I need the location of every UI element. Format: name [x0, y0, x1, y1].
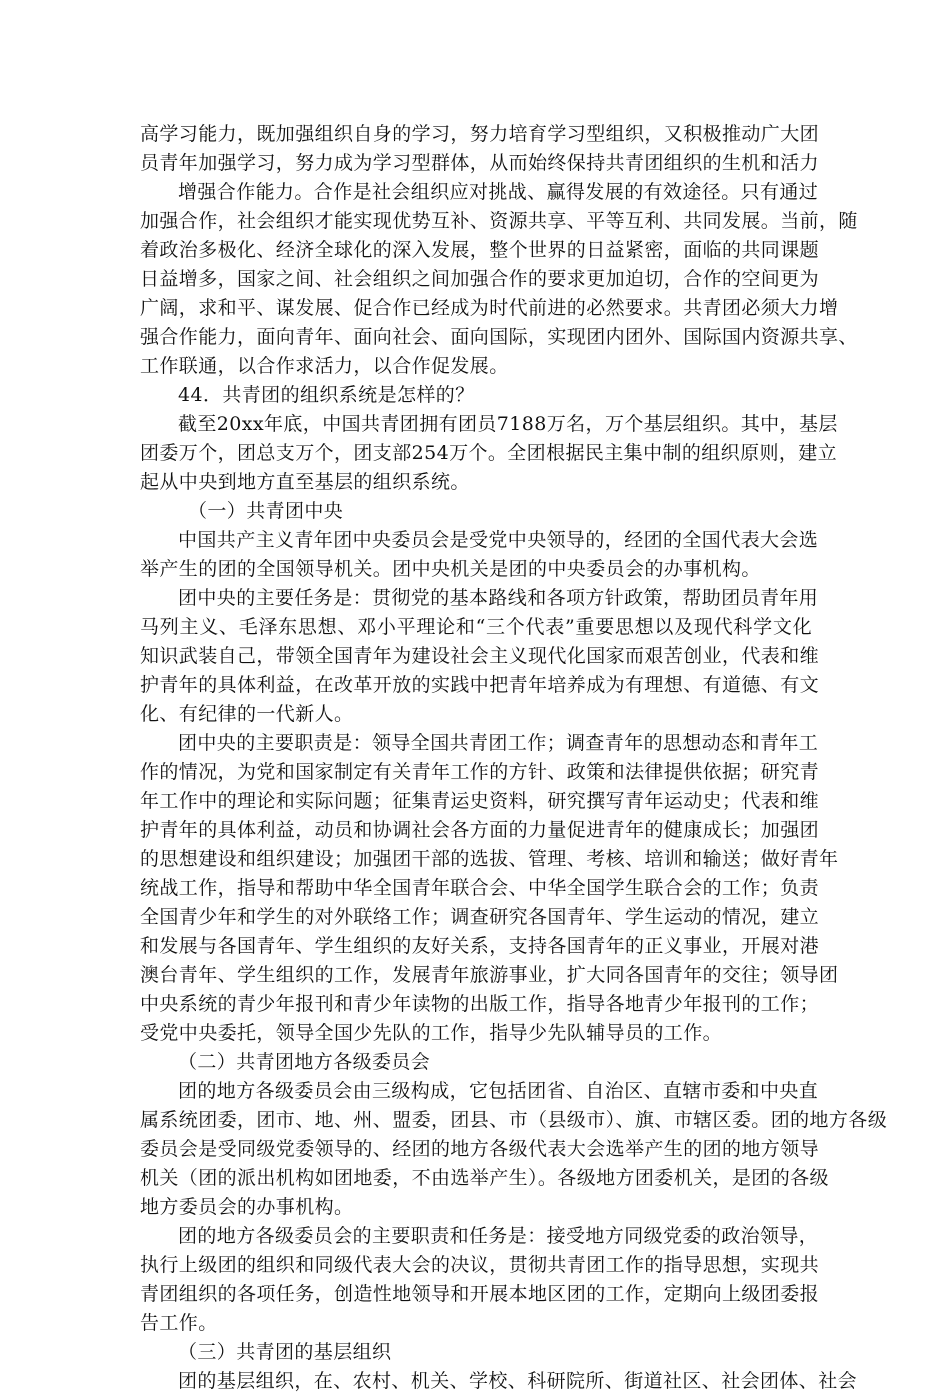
text-line: 团的地方各级委员会的主要职责和任务是：接受地方同级党委的政治领导，: [178, 1225, 819, 1247]
text-line: 属系统团委，团市、地、州、盟委，团县、市（县级市）、旗、市辖区委。团的地方各级: [140, 1109, 888, 1131]
text-line: 作的情况，为党和国家制定有关青年工作的方针、政策和法律提供依据；研究青: [140, 761, 820, 783]
text-line: 高学习能力，既加强组织自身的学习，努力培育学习型组织，又积极推动广大团: [140, 123, 820, 145]
text-line: 着政治多极化、经济全球化的深入发展，整个世界的日益紧密，面临的共同课题: [140, 239, 820, 261]
text-line: 举产生的团的全国领导机关。团中央机关是团的中央委员会的办事机构。: [140, 558, 761, 580]
text-line: 马列主义、毛泽东思想、邓小平理论和“三个代表”重要思想以及现代科学文化: [140, 616, 812, 638]
text-line: 化、有纪律的一代新人。: [140, 703, 354, 725]
text-line: 护青年的具体利益，动员和协调社会各方面的力量促进青年的健康成长；加强团: [140, 819, 820, 841]
text-line: 44．共青团的组织系统是怎样的？: [178, 384, 475, 406]
text-line: 受党中央委托，领导全国少先队的工作，指导少先队辅导员的工作。: [140, 1022, 723, 1044]
text-line: （一）共青团中央: [188, 500, 344, 522]
text-line: 中国共产主义青年团中央委员会是受党中央领导的，经团的全国代表大会选: [178, 529, 819, 551]
text-line: 团委万个，团总支万个，团支部254万个。全团根据民主集中制的组织原则，建立: [140, 442, 838, 464]
text-line: 澳台青年、学生组织的工作，发展青年旅游事业，扩大同各国青年的交往；领导团: [140, 964, 839, 986]
text-line: 强合作能力，面向青年、面向社会、面向国际，实现团内团外、国际国内资源共享、: [140, 326, 858, 348]
text-line: 和发展与各国青年、学生组织的友好关系，支持各国青年的正义事业，开展对港: [140, 935, 820, 957]
text-line: 加强合作，社会组织才能实现优势互补、资源共享、平等互利、共同发展。当前，随: [140, 210, 858, 232]
text-line: 广阔，求和平、谋发展、促合作已经成为时代前进的必然要求。共青团必须大力增: [140, 297, 839, 319]
text-line: 知识武装自己，带领全国青年为建设社会主义现代化国家而艰苦创业，代表和维: [140, 645, 820, 667]
text-line: 地方委员会的办事机构。: [140, 1196, 354, 1218]
text-line: 团的基层组织，在、农村、机关、学校、科研院所、街道社区、社会团体、社会: [178, 1370, 858, 1392]
text-line: 机关（团的派出机构如团地委，不由选举产生）。各级地方团委机关，是团的各级: [140, 1167, 829, 1189]
text-line: 年工作中的理论和实际问题；征集青运史资料，研究撰写青年运动史；代表和维: [140, 790, 820, 812]
text-line: （三）共青团的基层组织: [178, 1341, 392, 1363]
text-line: 团的地方各级委员会由三级构成，它包括团省、自治区、直辖市委和中央直: [178, 1080, 819, 1102]
text-line: 统战工作，指导和帮助中华全国青年联合会、中华全国学生联合会的工作；负责: [140, 877, 820, 899]
text-line: 告工作。: [140, 1312, 218, 1334]
text-line: 中央系统的青少年报刊和青少年读物的出版工作，指导各地青少年报刊的工作；: [140, 993, 820, 1015]
text-line: 青团组织的各项任务，创造性地领导和开展本地区团的工作，定期向上级团委报: [140, 1283, 820, 1305]
text-line: 起从中央到地方直至基层的组织系统。: [140, 471, 470, 493]
text-line: 团中央的主要任务是：贯彻党的基本路线和各项方针政策，帮助团员青年用: [178, 587, 819, 609]
text-line: 员青年加强学习，努力成为学习型群体，从而始终保持共青团组织的生机和活力: [140, 152, 820, 174]
text-line: 工作联通，以合作求活力，以合作促发展。: [140, 355, 509, 377]
text-line: 截至20xx年底，中国共青团拥有团员7188万名，万个基层组织。其中，基层: [178, 413, 838, 435]
text-line: 增强合作能力。合作是社会组织应对挑战、赢得发展的有效途径。只有通过: [178, 181, 819, 203]
text-line: 日益增多，国家之间、社会组织之间加强合作的要求更加迫切，合作的空间更为: [140, 268, 820, 290]
text-line: 执行上级团的组织和同级代表大会的决议，贯彻共青团工作的指导思想，实现共: [140, 1254, 820, 1276]
document-page: [140, 120, 888, 1396]
text-line: 的思想建设和组织建设；加强团干部的选拔、管理、考核、培训和输送；做好青年: [140, 848, 839, 870]
text-line: 全国青少年和学生的对外联络工作；调查研究各国青年、学生运动的情况，建立: [140, 906, 820, 928]
text-line: 护青年的具体利益，在改革开放的实践中把青年培养成为有理想、有道德、有文: [140, 674, 820, 696]
text-line: （二）共青团地方各级委员会: [178, 1051, 431, 1073]
text-line: 委员会是受同级党委领导的、经团的地方各级代表大会选举产生的团的地方领导: [140, 1138, 820, 1160]
text-line: 团中央的主要职责是：领导全国共青团工作；调查青年的思想动态和青年工: [178, 732, 819, 754]
